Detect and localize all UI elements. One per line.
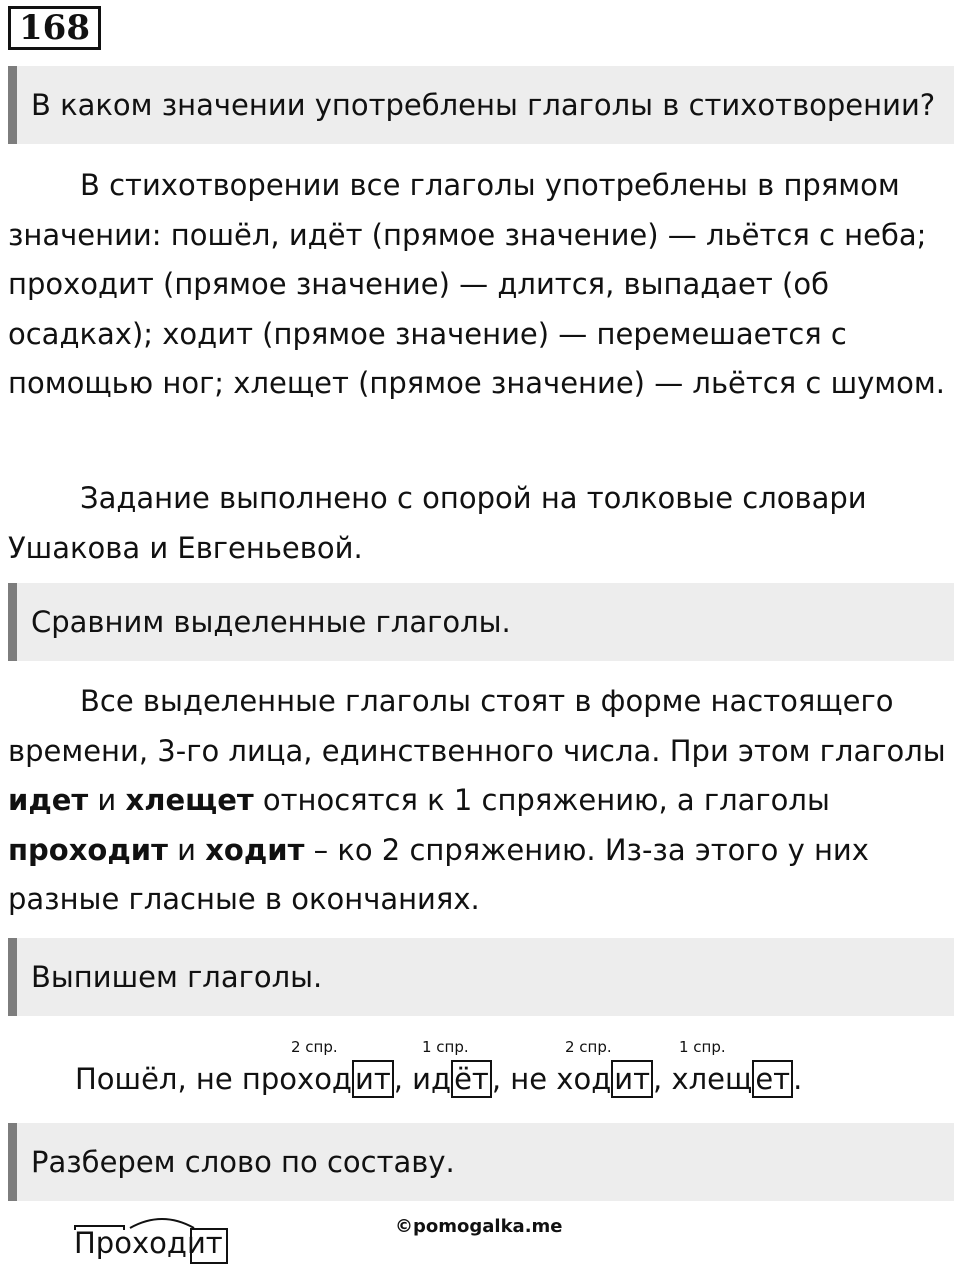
verb-ending-box: ит [352,1060,394,1098]
root: ход [131,1226,187,1260]
verb-stem: . [793,1062,803,1096]
parsed-word [74,1226,223,1260]
question-band-parse [8,1123,954,1201]
verb-stem: , ид [393,1062,452,1096]
watermark: ©pomogalka.me [395,1216,563,1237]
question-text: Разберем слово по составу. [31,1145,455,1179]
text-segment: относятся к 1 спряжению, а глаголы [253,783,830,817]
verb-highlight: проходит [8,832,168,867]
verb-ending-box: ёт [451,1060,492,1098]
verb-highlight: идет [8,783,89,817]
conjugation-label: 1 спр. [422,1038,469,1056]
verbs-line [75,1060,802,1098]
conjugation-label: 2 спр. [291,1038,338,1056]
conjugation-label: 1 спр. [679,1038,726,1056]
text-segment: Все выделенные глаголы стоят в форме настоящего времени, 3-го лица, единственного числа. При этом глаголы [8,684,946,768]
question-band-write-verbs [8,938,954,1016]
text-segment: – ко 2 спряжению. Из-за этого у них разные гласные в окончаниях. [8,832,869,916]
prefix: Про [74,1226,132,1260]
question-text: В каком значении употреблены глаголы в стихотворении? [31,88,936,122]
verb-stem: , не ход [491,1062,612,1096]
verb-highlight: хлещет [125,783,254,817]
verb-ending-box: ет [752,1060,793,1098]
text-segment: и [88,783,126,817]
verb-ending-box: ит [611,1060,653,1098]
text-segment: и [167,832,206,867]
verb-stem: , хлещ [653,1062,753,1096]
answer-paragraph-source: Задание выполнено с опорой на толковые словари Ушакова и Евгеньевой. [8,481,867,565]
question-band-meaning [8,66,954,144]
verb-highlight: ходит [205,832,305,867]
ending: ит [186,1226,223,1260]
answer-paragraph-compare [8,677,954,925]
answer-paragraph-meaning: В стихотворении все глаголы употреблены в прямом значении: пошёл, идёт (прямое значение) — льётся с неба; проходит (прямое значение) — длится, выпадает (об осадках); ходит (прямое значение) — перемешается с помощью ног; хлещет (прямое значение) — льётся с шумом. [8,168,945,400]
conjugation-label: 2 спр. [565,1038,612,1056]
question-text: Сравним выделенные глаголы. [31,605,511,639]
verb-stem: Пошёл, не проход [75,1062,352,1096]
task-number: 168 [8,6,101,50]
question-text: Выпишем глаголы. [31,960,323,994]
question-band-compare [8,583,954,661]
